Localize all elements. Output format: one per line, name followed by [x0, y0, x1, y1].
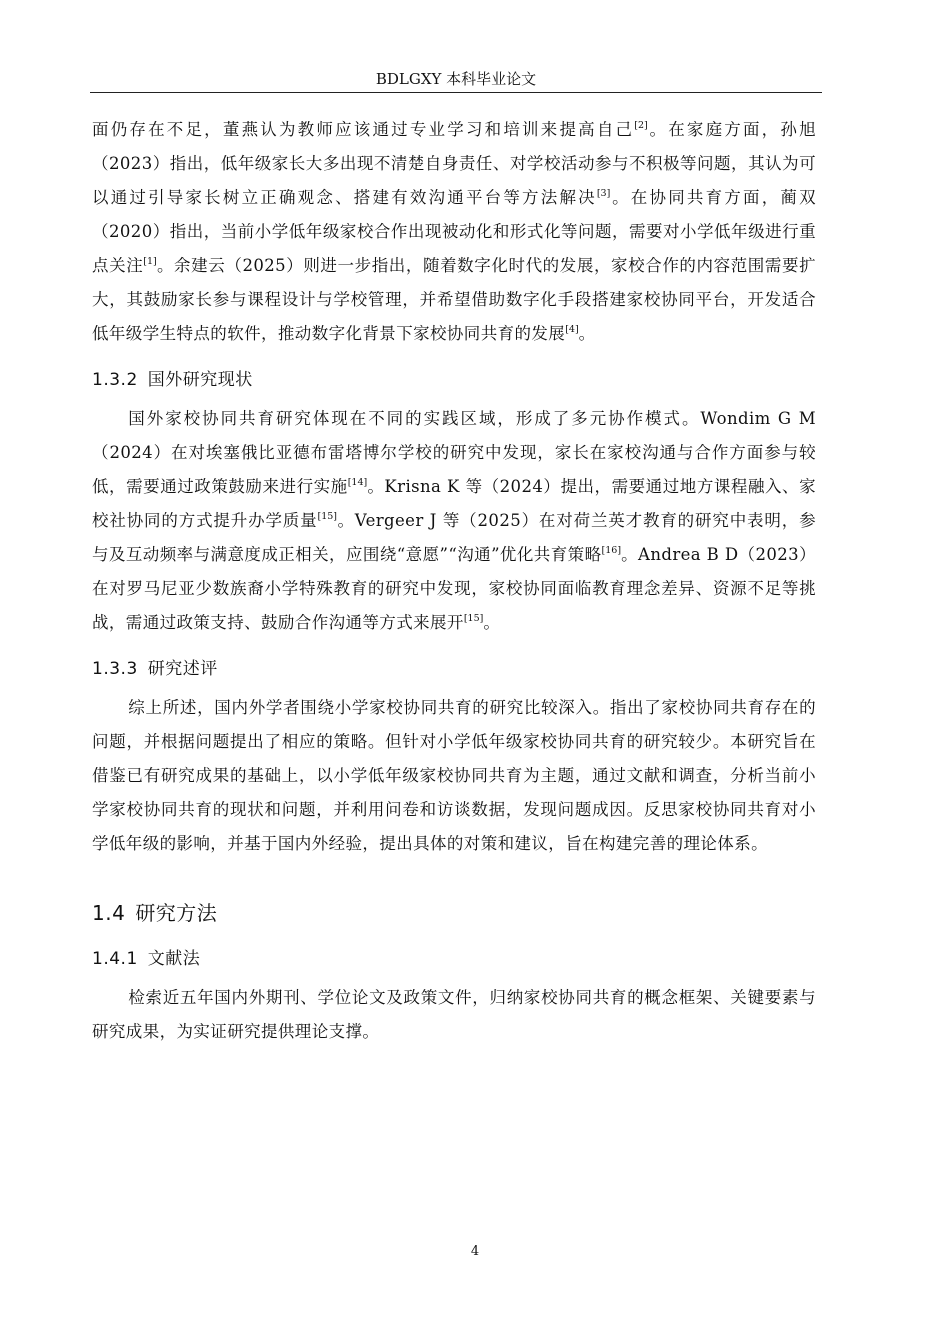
- paragraph-literature-method: 检索近五年国内外期刊、学位论文及政策文件，归纳家校协同共育的概念框架、关键要素与研究成果，为实证研究提供理论支撑。: [92, 988, 816, 1041]
- citation-ref: [16]: [601, 545, 622, 556]
- heading-title: 国外研究现状: [147, 370, 253, 390]
- citation-ref: [15]: [317, 511, 338, 522]
- heading-number: 1.4.1: [92, 949, 138, 969]
- heading-1-4: [92, 899, 816, 927]
- citation-ref: [4]: [565, 324, 579, 335]
- heading-title: 文献法: [147, 949, 201, 969]
- running-header: BDLGXY 本科毕业论文: [375, 70, 537, 88]
- paragraph-foreign-research: [92, 402, 816, 640]
- text-run: 。在家庭方面，孙旭（2023）指出，低年级家长大多出现不清楚自身责任、对学校活动参与不积极等问题，其认为可以通过引导家长树立正确观念、搭建有效沟通平台等方法解决: [92, 120, 816, 207]
- page-number: 4: [470, 1244, 480, 1259]
- paragraph-research-review: 综上所述，国内外学者围绕小学家校协同共育的研究比较深入。指出了家校协同共育存在的问题，并根据问题提出了相应的策略。但针对小学低年级家校协同共育的研究较少。本研究旨在借鉴已有研究成果的基础上，以小学低年级家校协同共育为主题，通过文献和调查，分析当前小学家校协同共育的现状和问题，并利用问卷和访谈数据，发现问题成因。反思家校协同共育对小学低年级的影响，并基于国内外经验，提出具体的对策和建议，旨在构建完善的理论体系。: [92, 698, 816, 853]
- header-rule: [90, 92, 822, 93]
- text-run: 。: [483, 613, 501, 632]
- text-run: 。在协同共育方面，蔺双（2020）指出，当前小学低年级家校合作出现被动化和形式化等问题，需要对小学低年级进行重点关注: [92, 188, 816, 275]
- text-run: 面仍存在不足，董燕认为教师应该通过专业学习和培训来提高自己: [92, 120, 635, 139]
- text-run: 。Krisna K 等（2024）提出，需要通过地方课程融入、家校社协同的方式提升办学质量: [92, 477, 817, 530]
- heading-number: 1.3.3: [92, 659, 138, 679]
- paragraph-continuation: [92, 113, 816, 351]
- text-run: 。Vergeer J 等（2025）在对荷兰英才教育的研究中表明，参与及互动频率与满意度成正相关，应围绕“意愿”“沟通”优化共育策略: [92, 511, 816, 564]
- text-run: 。: [578, 324, 596, 343]
- heading-title: 研究方法: [135, 901, 218, 925]
- text-run: 。余建云（2025）则进一步指出，随着数字化时代的发展，家校合作的内容范围需要扩大，其鼓励家长参与课程设计与学校管理，并希望借助数字化手段搭建家校协同平台，开发适合低年级学生特点的软件，推动数字化背景下家校协同共育的发展: [92, 256, 816, 343]
- heading-1-3-2: [92, 368, 816, 392]
- page-body: [92, 113, 816, 1049]
- citation-ref: [3]: [596, 188, 611, 199]
- heading-number: 1.4: [92, 901, 126, 925]
- heading-1-4-1: [92, 947, 816, 971]
- heading-1-3-3: [92, 657, 816, 681]
- citation-ref: [1]: [143, 256, 157, 267]
- heading-title: 研究述评: [147, 659, 218, 679]
- text-run: 。Andrea B D（2023）在对罗马尼亚少数族裔小学特殊教育的研究中发现，家校协同面临教育理念差异、资源不足等挑战，需通过政策支持、鼓励合作沟通等方式来展开: [92, 545, 816, 632]
- citation-ref: [14]: [347, 477, 368, 488]
- text-run: 国外家校协同共育研究体现在不同的实践区域，形成了多元协作模式。Wondim G M（2024）在对埃塞俄比亚德布雷塔博尔学校的研究中发现，家长在家校沟通与合作方面参与较低，需要通过政策鼓励来进行实施: [92, 409, 816, 496]
- citation-ref: [2]: [634, 120, 648, 131]
- citation-ref: [15]: [463, 613, 484, 624]
- heading-number: 1.3.2: [92, 370, 138, 390]
